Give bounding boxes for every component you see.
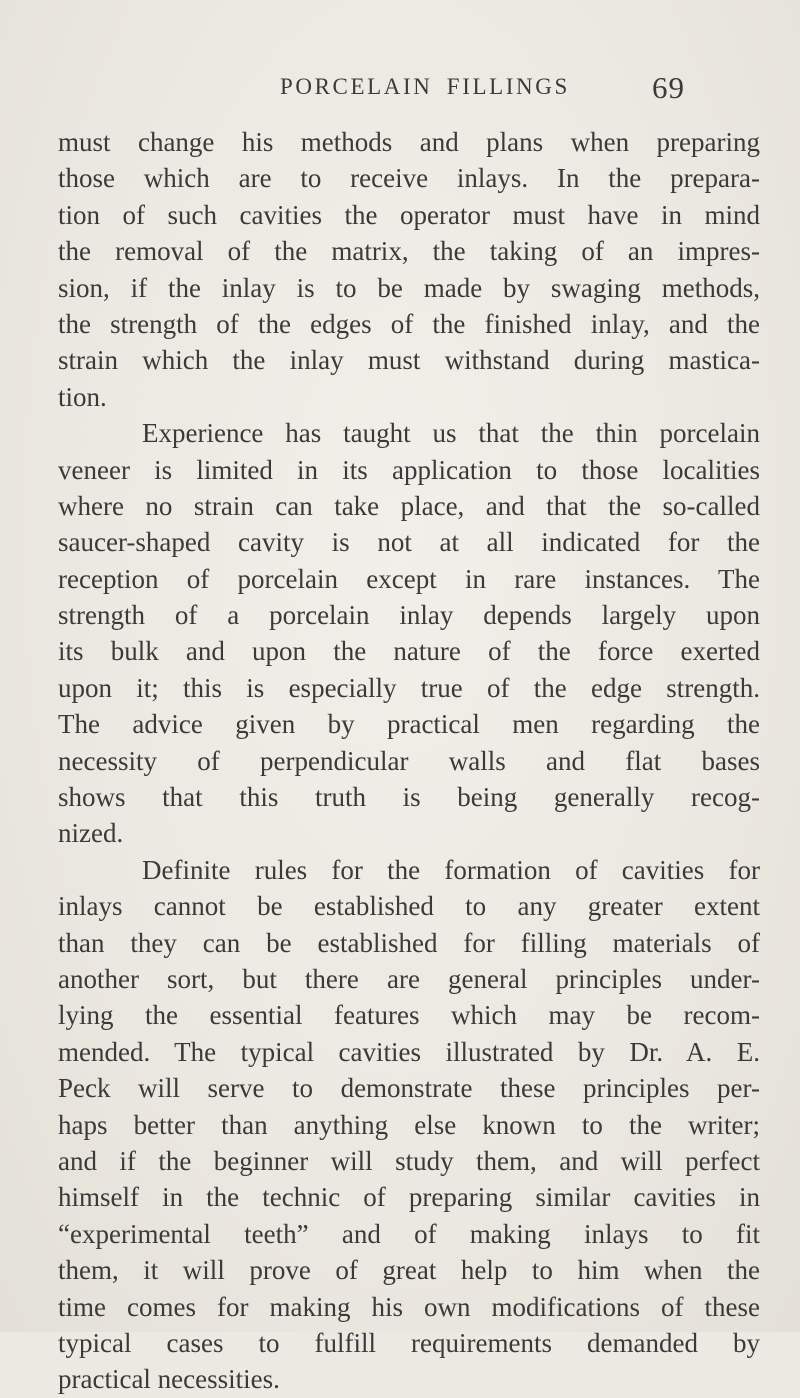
page-number: 69 [652,70,685,105]
text-line: shows that this truth is being generally recog- [58,782,760,813]
text-line: “experimental teeth” and of making inlays to fit [58,1218,760,1249]
text-line: himself in the technic of preparing similar cavities in [58,1182,760,1213]
text-line: and if the beginner will study them, and will perfect [58,1145,760,1176]
text-line: them, it will prove of great help to him when the [58,1255,760,1286]
text-line: saucer-shaped cavity is not at all indicated for the [58,527,760,558]
paragraph [58,124,760,415]
text-line: veneer is limited in its application to those localities [58,454,760,485]
text-line: typical cases to fulfill requirements demanded by [58,1327,760,1358]
text-line: necessity of perpendicular walls and flat bases [58,745,760,776]
text-line: strain which the inlay must withstand during mastica- [58,345,760,376]
text-line: sion, if the inlay is to be made by swaging methods, [58,272,760,303]
text-line: must change his methods and plans when preparing [58,127,760,157]
text-line: practical necessities. [58,1364,280,1395]
text-line: upon it; this is especially true of the edge strength. [58,672,760,703]
text-line: strength of a porcelain inlay depends largely upon [58,600,760,631]
text-line: another sort, but there are general principles under- [58,963,760,994]
running-title: PORCELAIN FILLINGS [280,74,570,99]
text-line: those which are to receive inlays. In the prepara- [58,163,760,194]
text-line: its bulk and upon the nature of the force exerted [58,636,760,667]
text-line: nized. [58,818,124,849]
text-line: haps better than anything else known to the writer; [58,1109,760,1140]
text-line: the strength of the edges of the finished inlay, and the [58,308,760,339]
text-line: Peck will serve to demonstrate these principles per- [58,1073,760,1104]
text-line: reception of porcelain except in rare instances. The [58,563,760,594]
text-line: tion of such cavities the operator must have in mind [58,199,760,230]
text-line: time comes for making his own modifications of these [58,1291,760,1322]
text-line: where no strain can take place, and that the so-called [58,490,760,521]
text-line: lying the essential features which may be recom- [58,1000,760,1031]
text-line: the removal of the matrix, the taking of an impres- [58,236,760,267]
text-line: inlays cannot be established to any greater extent [58,891,760,922]
text-line: mended. The typical cavities illustrated by Dr. A. E. [58,1036,760,1067]
text-line: The advice given by practical men regarding the [58,709,760,740]
text-line: Definite rules for the formation of cavities for [142,854,760,885]
paragraph [58,415,760,852]
body-text [58,124,760,1398]
text-line: than they can be established for filling materials of [58,927,760,958]
text-line: Experience has taught us that the thin porcelain [142,418,760,449]
paragraph [58,852,760,1398]
text-line: tion. [58,381,107,412]
page-header [0,70,800,114]
